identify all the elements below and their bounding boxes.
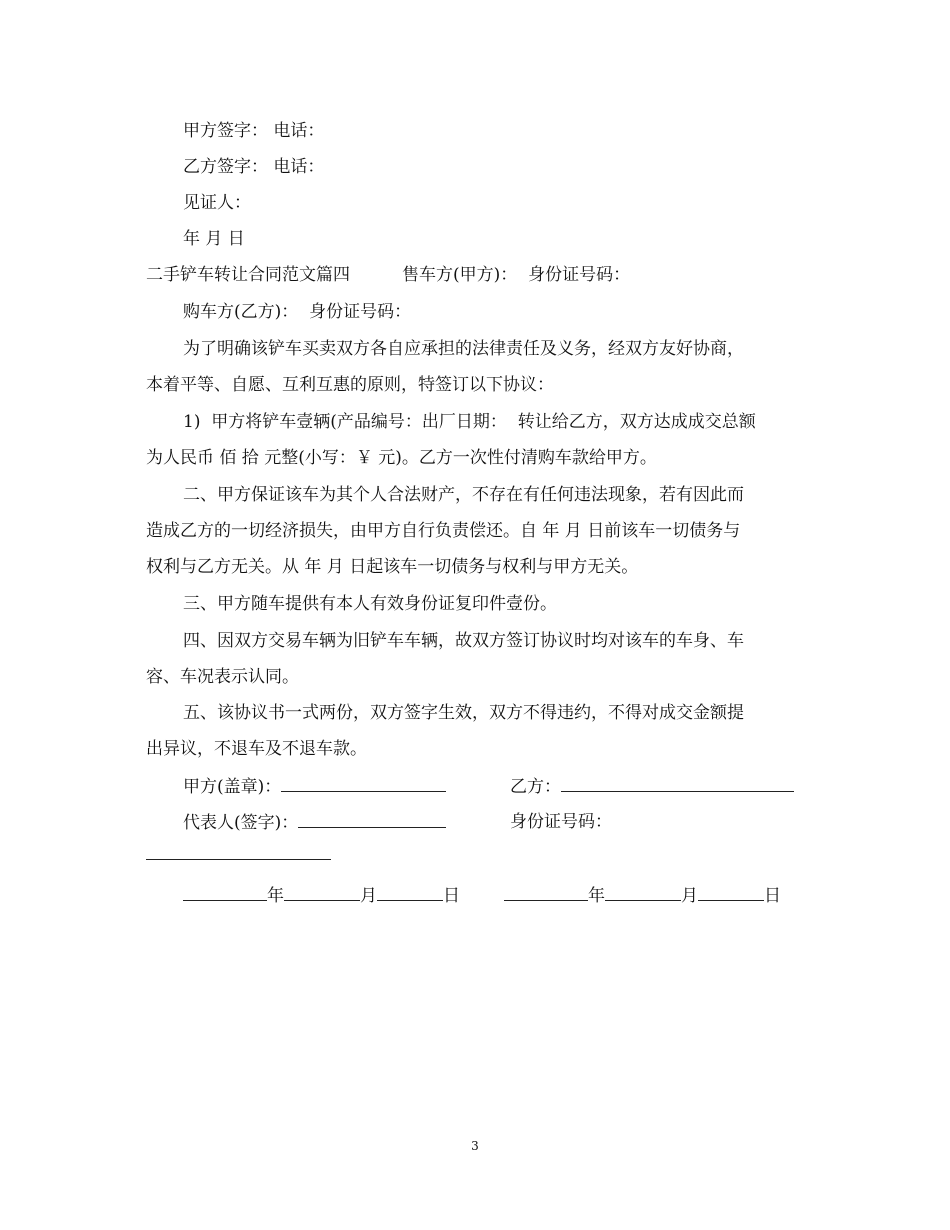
party-b-blank xyxy=(561,774,794,792)
party-b-month-label: 月 xyxy=(681,886,698,906)
id-number-blank-line xyxy=(146,842,331,866)
clause-4-line-1: 四、因双方交易车辆为旧铲车车辆，故双方签订协议时均对该车的车身、车 xyxy=(183,631,744,651)
party-b-day-blank xyxy=(698,883,764,901)
party-a-month-label: 月 xyxy=(360,886,377,906)
id-number-blank xyxy=(146,842,331,860)
party-b-date-field xyxy=(504,883,781,907)
party-b-year-blank xyxy=(504,883,588,901)
party-a-seal-label: 甲方(盖章)： xyxy=(183,777,282,797)
contract-title: 二手铲车转让合同范文篇四 xyxy=(146,265,350,285)
clause-4-line-2: 容、车况表示认同。 xyxy=(146,667,299,687)
clause-3: 三、甲方随车提供有本人有效身份证复印件壹份。 xyxy=(183,594,557,614)
party-b-day-label: 日 xyxy=(764,886,781,906)
representative-field xyxy=(183,810,446,834)
party-b-label: 乙方： xyxy=(510,777,561,797)
party-a-signature-line xyxy=(183,119,324,143)
buyer-line: 购车方(乙方)： 身份证号码： xyxy=(183,302,412,322)
clause-2-line-2: 造成乙方的一切经济损失，由甲方自行负责偿还。自 年 月 日前该车一切债务与 xyxy=(146,521,741,541)
party-a-day-blank xyxy=(377,883,443,901)
party-b-year-label: 年 xyxy=(588,886,605,906)
seller-line: 售车方(甲方)： 身份证号码： xyxy=(402,265,631,285)
clause-1-line-1: 1) 甲方将铲车壹辆(产品编号：出厂日期： 转让给乙方，双方达成成交总额 xyxy=(183,412,756,432)
party-b-month-blank xyxy=(605,883,681,901)
party-a-phone-label: 电话： xyxy=(273,121,325,141)
intro-paragraph-line-1: 为了明确该铲车买卖双方各自应承担的法律责任及义务，经双方友好协商， xyxy=(183,339,744,359)
contract-title-line xyxy=(146,263,630,287)
clause-5-line-1: 五、该协议书一式两份，双方签字生效，双方不得违约，不得对成交金额提 xyxy=(183,703,744,723)
date-line: 年 月 日 xyxy=(183,229,245,249)
party-b-signature-line xyxy=(183,155,324,179)
party-a-day-label: 日 xyxy=(443,886,460,906)
representative-label: 代表人(签字)： xyxy=(183,813,299,833)
id-number-field: 身份证号码： xyxy=(510,812,612,832)
party-a-seal-blank xyxy=(281,774,446,792)
party-b-phone-label: 电话： xyxy=(273,157,325,177)
party-a-year-label: 年 xyxy=(267,886,284,906)
party-b-field xyxy=(510,774,794,798)
intro-paragraph-line-2: 本着平等、自愿、互利互惠的原则，特签订以下协议： xyxy=(146,375,554,395)
clause-2-line-3: 权利与乙方无关。从 年 月 日起该车一切债务与权利与甲方无关。 xyxy=(146,557,639,577)
party-a-sign-label: 甲方签字： xyxy=(183,121,268,141)
clause-5-line-2: 出异议，不退车及不退车款。 xyxy=(146,739,367,759)
page-number: 3 xyxy=(471,1139,479,1153)
party-a-date-field xyxy=(183,883,460,907)
party-a-seal-field xyxy=(183,774,446,798)
representative-blank xyxy=(298,810,446,828)
clause-1-line-2: 为人民币 佰 拾 元整(小写：￥ 元)。乙方一次性付清购车款给甲方。 xyxy=(146,448,657,468)
clause-2-line-1: 二、甲方保证该车为其个人合法财产，不存在有任何违法现象，若有因此而 xyxy=(183,485,744,505)
party-a-month-blank xyxy=(284,883,360,901)
party-b-sign-label: 乙方签字： xyxy=(183,157,268,177)
party-a-year-blank xyxy=(183,883,267,901)
witness-line: 见证人： xyxy=(183,193,251,213)
